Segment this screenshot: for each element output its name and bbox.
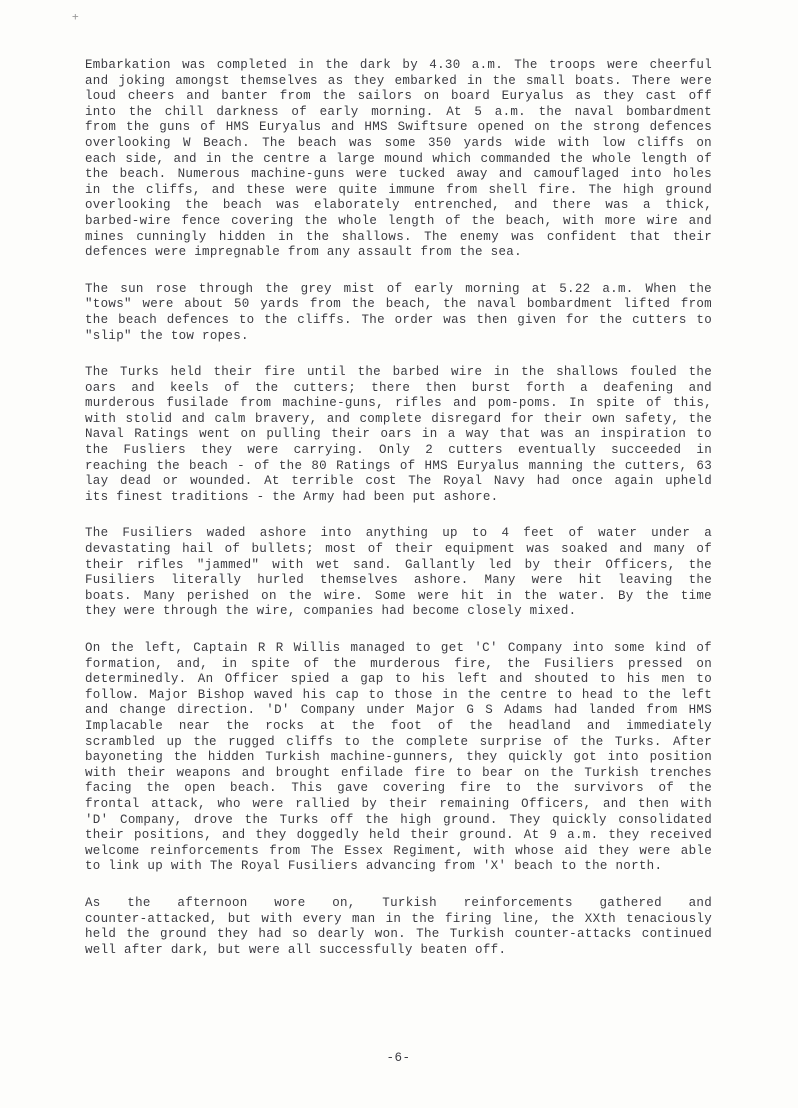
text-line: and change direction. 'D' Company under Major G S Adams had landed from HMS bbox=[85, 703, 712, 718]
text-line: "slip" the tow ropes. bbox=[85, 328, 249, 343]
text-line: Fusiliers literally hurled themselves ashore. Many were hit leaving the bbox=[85, 573, 712, 588]
text-line: devastating hail of bullets; most of their equipment was soaked and many of bbox=[85, 542, 712, 557]
text-line: scrambled up the rugged cliffs to the complete surprise of the Turks. After bbox=[85, 734, 712, 749]
text-line: overlooking the beach was elaborately entrenched, and there was a thick, bbox=[85, 198, 712, 213]
text-line: its finest traditions - the Army had been put ashore. bbox=[85, 489, 499, 504]
text-line: each side, and in the centre a large mound which commanded the whole length of bbox=[85, 151, 712, 166]
text-line: the beach defences to the cliffs. The order was then given for the cutters to bbox=[85, 312, 712, 327]
text-line: and joking amongst themselves as they embarked in the small boats. There were bbox=[85, 73, 712, 88]
paragraph-4 bbox=[85, 526, 712, 620]
text-line: held the ground they had so dearly won. The Turkish counter-attacks continued bbox=[85, 927, 712, 942]
paragraph-6 bbox=[85, 896, 712, 958]
text-line: defences were impregnable from any assault from the sea. bbox=[85, 245, 522, 260]
text-line: Implacable near the rocks at the foot of the headland and immediately bbox=[85, 718, 712, 733]
text-line: "tows" were about 50 yards from the beach, the naval bombardment lifted from bbox=[85, 297, 712, 312]
text-line: murderous fusilade from machine-guns, rifles and pom-poms. In spite of this, bbox=[85, 396, 712, 411]
paragraph-1 bbox=[85, 58, 712, 261]
text-line: Naval Ratings went on pulling their oars in a way that was an inspiration to bbox=[85, 427, 712, 442]
text-line: frontal attack, who were rallied by their remaining Officers, and then with bbox=[85, 796, 712, 811]
text-line: the Fusliers they were carrying. Only 2 cutters eventually succeeded in bbox=[85, 443, 712, 458]
text-line: On the left, Captain R R Willis managed to get 'C' Company into some kind of bbox=[85, 641, 712, 655]
text-line: 'D' Company, drove the Turks off the high ground. They quickly consolidated bbox=[85, 812, 712, 827]
text-line: well after dark, but were all successfully beaten off. bbox=[85, 942, 507, 957]
text-line: follow. Major Bishop waved his cap to those in the centre to head to the left bbox=[85, 687, 712, 702]
text-line: welcome reinforcements from The Essex Regiment, with whose aid they were able bbox=[85, 843, 712, 858]
text-line: determinedly. An Officer spied a gap to his left and shouted to his men to bbox=[85, 672, 712, 687]
text-line: with their weapons and brought enfilade fire to bear on the Turkish trenches bbox=[85, 765, 712, 780]
text-line: facing the open beach. This gave covering fire to the survivors of the bbox=[85, 781, 712, 796]
text-line: bayoneting the hidden Turkish machine-gunners, they quickly got into position bbox=[85, 750, 712, 765]
text-line: the beach. Numerous machine-guns were tucked away and camouflaged into holes bbox=[85, 167, 712, 182]
text-line: mines cunningly hidden in the shallows. The enemy was confident that their bbox=[85, 229, 712, 244]
text-line: overlooking W Beach. The beach was some 350 yards wide with low cliffs on bbox=[85, 135, 712, 150]
scan-artifact-mark: + bbox=[72, 10, 79, 23]
text-line: in the cliffs, and these were quite immune from shell fire. The high ground bbox=[85, 182, 712, 197]
document-body bbox=[85, 58, 712, 979]
text-line: their positions, and they doggedly held their ground. At 9 a.m. they received bbox=[85, 828, 712, 843]
text-line: with stolid and calm bravery, and complete disregard for their own safety, the bbox=[85, 411, 712, 426]
text-line: oars and keels of the cutters; there then burst forth a deafening and bbox=[85, 380, 712, 395]
text-line: formation, and, in spite of the murderous fire, the Fusiliers pressed on bbox=[85, 656, 712, 671]
text-line: they were through the wire, companies had become closely mixed. bbox=[85, 604, 577, 619]
text-line: loud cheers and banter from the sailors on board Euryalus as they cast off bbox=[85, 89, 712, 104]
text-line: Embarkation was completed in the dark by 4.30 a.m. The troops were cheerful bbox=[85, 58, 712, 72]
text-line: reaching the beach - of the 80 Ratings of HMS Euryalus manning the cutters, 63 bbox=[85, 458, 712, 473]
text-line: counter-attacked, but with every man in the firing line, the XXth tenaciously bbox=[85, 911, 712, 926]
text-line: to link up with The Royal Fusiliers advancing from 'X' beach to the north. bbox=[85, 859, 663, 874]
page-number: -6- bbox=[386, 1051, 411, 1065]
paragraph-2 bbox=[85, 282, 712, 344]
text-line: their rifles "jammed" with wet sand. Gallantly led by their Officers, the bbox=[85, 557, 712, 572]
text-line: As the afternoon wore on, Turkish reinforcements gathered and bbox=[85, 895, 712, 910]
text-line: barbed-wire fence covering the whole length of the beach, with more wire and bbox=[85, 213, 712, 228]
paragraph-3 bbox=[85, 365, 712, 505]
text-line: from the guns of HMS Euryalus and HMS Swiftsure opened on the strong defences bbox=[85, 120, 712, 135]
text-line: boats. Many perished on the wire. Some were hit in the water. By the time bbox=[85, 588, 712, 603]
text-line: The sun rose through the grey mist of early morning at 5.22 a.m. When the bbox=[85, 281, 712, 296]
text-line: The Fusiliers waded ashore into anything up to 4 feet of water under a bbox=[85, 526, 712, 541]
text-line: The Turks held their fire until the barbed wire in the shallows fouled the bbox=[85, 365, 712, 380]
text-line: lay dead or wounded. At terrible cost The Royal Navy had once again upheld bbox=[85, 474, 712, 489]
paragraph-5 bbox=[85, 641, 712, 875]
text-line: into the chill darkness of early morning. At 5 a.m. the naval bombardment bbox=[85, 104, 712, 119]
